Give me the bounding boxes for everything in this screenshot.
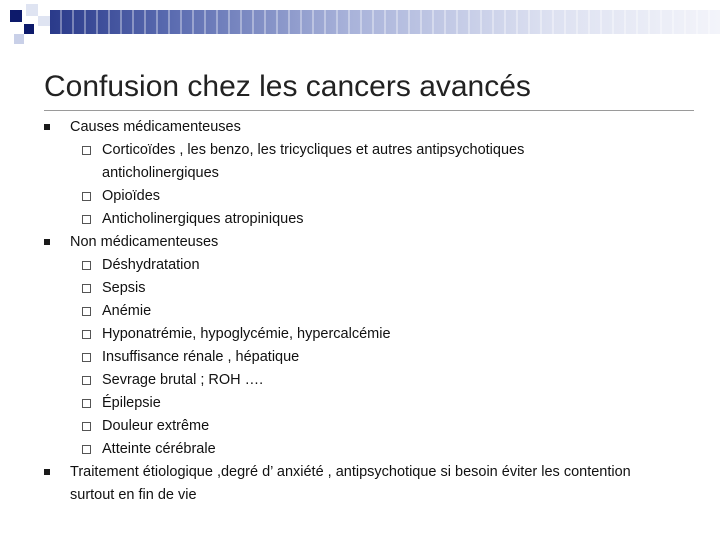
hollow-square-bullet-icon: [82, 353, 91, 362]
sub-bullet-item: [0, 254, 602, 277]
sub-bullet-item: [0, 277, 602, 300]
sub-bullet-text: Sepsis: [102, 280, 146, 296]
title-divider: [44, 110, 694, 111]
header-decoration: [0, 0, 720, 48]
sub-bullet-item: [0, 346, 602, 369]
sub-bullet-item: [0, 139, 602, 185]
hollow-square-bullet-icon: [82, 376, 91, 385]
bullet-text: Non médicamenteuses: [70, 234, 219, 250]
sub-bullet-item: [0, 392, 602, 415]
hollow-square-bullet-icon: [82, 215, 91, 224]
hollow-square-bullet-icon: [82, 284, 91, 293]
sub-bullet-item: [0, 415, 602, 438]
decorative-square: [26, 4, 38, 16]
sub-bullet-item: [0, 300, 602, 323]
square-bullet-icon: [44, 469, 50, 475]
slide-title: Confusion chez les cancers avancés: [44, 70, 531, 103]
decorative-square: [14, 34, 24, 44]
decorative-square: [24, 24, 34, 34]
sub-bullet-text: Anticholinergiques atropiniques: [102, 211, 304, 227]
bullet-item-causes-medicamenteuses: [0, 116, 650, 139]
sub-bullet-item: [0, 323, 602, 346]
sub-bullet-text: Sevrage brutal ; ROH ….: [102, 372, 264, 388]
hollow-square-bullet-icon: [82, 399, 91, 408]
sub-bullet-text: Insuffisance rénale , hépatique: [102, 349, 300, 365]
hollow-square-bullet-icon: [82, 261, 91, 270]
sub-bullet-text: Douleur extrême: [102, 418, 210, 434]
bullet-item-non-medicamenteuses: [0, 231, 650, 254]
sub-bullet-text: Déshydratation: [102, 257, 200, 273]
sub-bullet-item: [0, 369, 602, 392]
hollow-square-bullet-icon: [82, 330, 91, 339]
sub-bullet-item: [0, 438, 602, 461]
square-bullet-icon: [44, 239, 50, 245]
bullet-item-traitement: [0, 461, 650, 507]
decorative-gradient-band: [50, 10, 720, 34]
sub-bullet-text: Hyponatrémie, hypoglycémie, hypercalcémie: [102, 326, 391, 342]
slide-body: [0, 116, 720, 507]
hollow-square-bullet-icon: [82, 192, 91, 201]
hollow-square-bullet-icon: [82, 422, 91, 431]
hollow-square-bullet-icon: [82, 307, 91, 316]
sub-bullet-item: [0, 185, 602, 208]
sub-bullet-text: Opioïdes: [102, 188, 161, 204]
sub-bullet-text: Corticoïdes , les benzo, les tricycliques et autres antipsychotiques anticholinergiques: [102, 142, 525, 181]
hollow-square-bullet-icon: [82, 146, 91, 155]
hollow-square-bullet-icon: [82, 445, 91, 454]
decorative-square: [10, 10, 22, 22]
square-bullet-icon: [44, 124, 50, 130]
sub-bullet-text: Anémie: [102, 303, 152, 319]
bullet-text: Causes médicamenteuses: [70, 119, 241, 135]
decorative-square: [38, 16, 50, 26]
sub-bullet-item: [0, 208, 602, 231]
bullet-text: Traitement étiologique ,degré d’ anxiété , antipsychotique si besoin éviter les contention surtout en fin de vie: [70, 464, 631, 503]
sub-bullet-text: Épilepsie: [102, 395, 161, 411]
sub-bullet-text: Atteinte cérébrale: [102, 441, 216, 457]
